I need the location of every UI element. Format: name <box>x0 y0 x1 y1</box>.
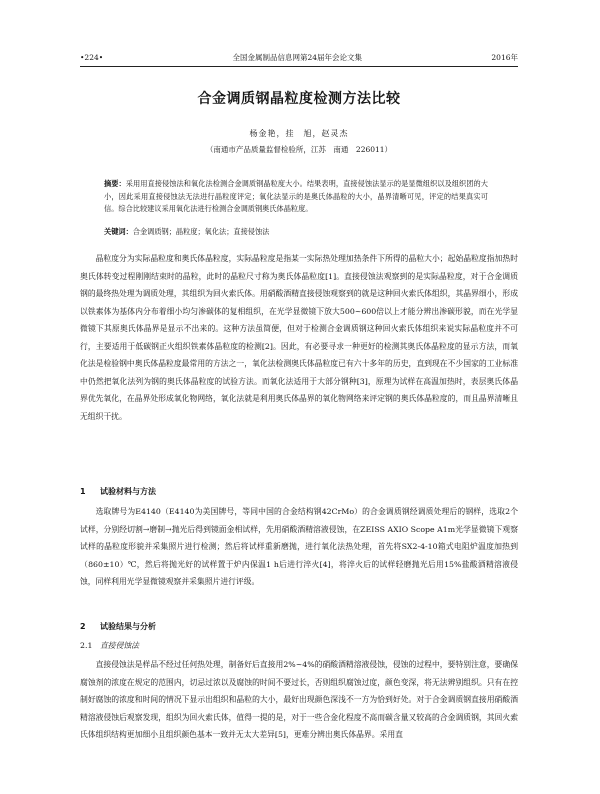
subsection-heading-2-1 <box>80 640 139 651</box>
section-heading-1 <box>80 486 156 497</box>
keywords <box>104 226 488 238</box>
affiliation: （南通市产品质量监督检验所，江苏 南通 226011） <box>205 145 393 154</box>
section-number: 1 <box>80 487 86 496</box>
abstract <box>104 178 488 216</box>
methods-section <box>80 503 518 591</box>
keywords-label: 关键词： <box>104 227 133 236</box>
proceedings-title: 全国金属制品信息网第24届年会论文集 <box>232 52 363 62</box>
paper-title: 合金调质钢晶粒度检测方法比较 <box>197 91 401 107</box>
section-heading-2 <box>80 621 156 632</box>
header-year: 2016年 <box>491 52 518 62</box>
keywords-text: 合金调质钢；晶粒度；氧化法；直接侵蚀法 <box>132 227 270 236</box>
paragraph-methods: 选取牌号为E4140（E4140为美国牌号，等同中国的合金结构钢42CrMo）的合金调质钢经调质处理后的钢样，选取2个试样，分别经切割→磨制→抛光后得到镜面金相试样，先用硝酸酒精溶液侵蚀，在ZEISS AXIO Scope A1m光学显微镜下观察试样的晶粒度形貌并采集照片进行检测；然后将试样重新磨抛，进行氧化法热处理，首先将SX2-4-10箱式电阻炉温度加热到（860±10）℃，然后将抛光好的试样置于炉内保温1 h后进行淬火[4]，将淬火后的试样轻磨抛光后用15%盐酸酒精溶液侵蚀，同样利用光学显微镜观察并采集照片进行评级。 <box>80 507 518 586</box>
results-section <box>80 656 518 744</box>
header-divider <box>80 66 518 67</box>
section-title: 试验材料与方法 <box>100 487 156 496</box>
subsection-title: 直接侵蚀法 <box>100 641 139 650</box>
authors: 杨金艳，挂 旭，赵灵杰 <box>249 129 349 138</box>
page-number: •224• <box>80 52 104 62</box>
subsection-number: 2.1 <box>80 641 93 650</box>
abstract-label: 摘要： <box>104 179 126 188</box>
section-title: 试验结果与分析 <box>100 622 156 631</box>
abstract-text: 采用用直接侵蚀法和氧化法检测合金调质钢晶粒度大小。结果表明，直接侵蚀法显示的是显微组织以及组织团的大小，因此采用直接侵蚀法无法进行晶粒度评定；氧化法显示的是奥氏体晶粒的大小，晶界清晰可见，评定的结果真实可信。综合比较建议采用氧化法进行检测合金调质钢奥氏体晶粒度。 <box>104 179 488 213</box>
paragraph-intro: 晶粒度分为实际晶粒度和奥氏体晶粒度，实际晶粒度是指某一实际热处理加热条件下所得的晶粒大小；起始晶粒度指加热时奥氏体转变过程刚刚结束时的晶粒，此时的晶粒尺寸称为奥氏体晶粒度[1]。直接侵蚀法观察到的是实际晶粒度，对于合金调质钢的最终热处理为调质处理，其组织为回火索氏体。用硝酸酒精直接侵蚀观察到的就是这种回火索氏体组织，其晶界细小，形成以铁素体为基体内分布着细小均匀渗碳体的复相组织，在光学显微镜下放大500~600倍以上才能分辨出渗碳形貌，而在光学显微镜下其原奥氏体晶界是显示不出来的。这种方法虽简便，但对于检测合金调质钢这种回火索氏体组织来说实际晶粒度并不可行，主要适用于低碳钢正火组织铁素体晶粒度的检测[2]。因此，有必要寻求一种更好的检测其奥氏体晶粒度的显示方法，而氧化法是检验钢中奥氏体晶粒度最常用的方法之一，氧化法检测奥氏体晶粒度已有六十多年的历史，直到现在不少国家的工业标准中仍然把氧化法列为钢的奥氏体晶粒度的试验方法。而氧化法适用于大部分钢种[3]，原理为试样在高温加热时，表层奥氏体晶界优先氧化，在晶界处形成氧化物网络，氧化法就是利用奥氏体晶界的氧化物网络来评定钢的奥氏体晶粒度的，而且晶界清晰且无组织干扰。 <box>80 254 518 421</box>
section-number: 2 <box>80 622 86 631</box>
intro-section <box>80 250 518 425</box>
paragraph-results: 直接侵蚀法是样品不经过任何热处理，制备好后直接用2%~4%的硝酸酒精溶液侵蚀，侵蚀的过程中，要特别注意，要确保腐蚀剂的浓度在规定的范围内，切忌过浓以及腐蚀的时间不要过长，否则组织腐蚀过度，颜色变深，将无法辨别组织。只有在控制好腐蚀的浓度和时间的情况下显示出组织和晶粒的大小，最好出现颜色深浅不一方为恰到好处。对于合金调质钢直接用硝酸酒精溶液侵蚀后观察发现，组织为回火索氏体，值得一提的是，对于一些合金化程度不高而碳含量又较高的合金调质钢，其回火索氏体组织结构更加细小且组织颜色基本一致并无太大差异[5]，更难分辨出奥氏体晶界。采用直 <box>80 660 518 739</box>
running-header <box>80 50 518 64</box>
